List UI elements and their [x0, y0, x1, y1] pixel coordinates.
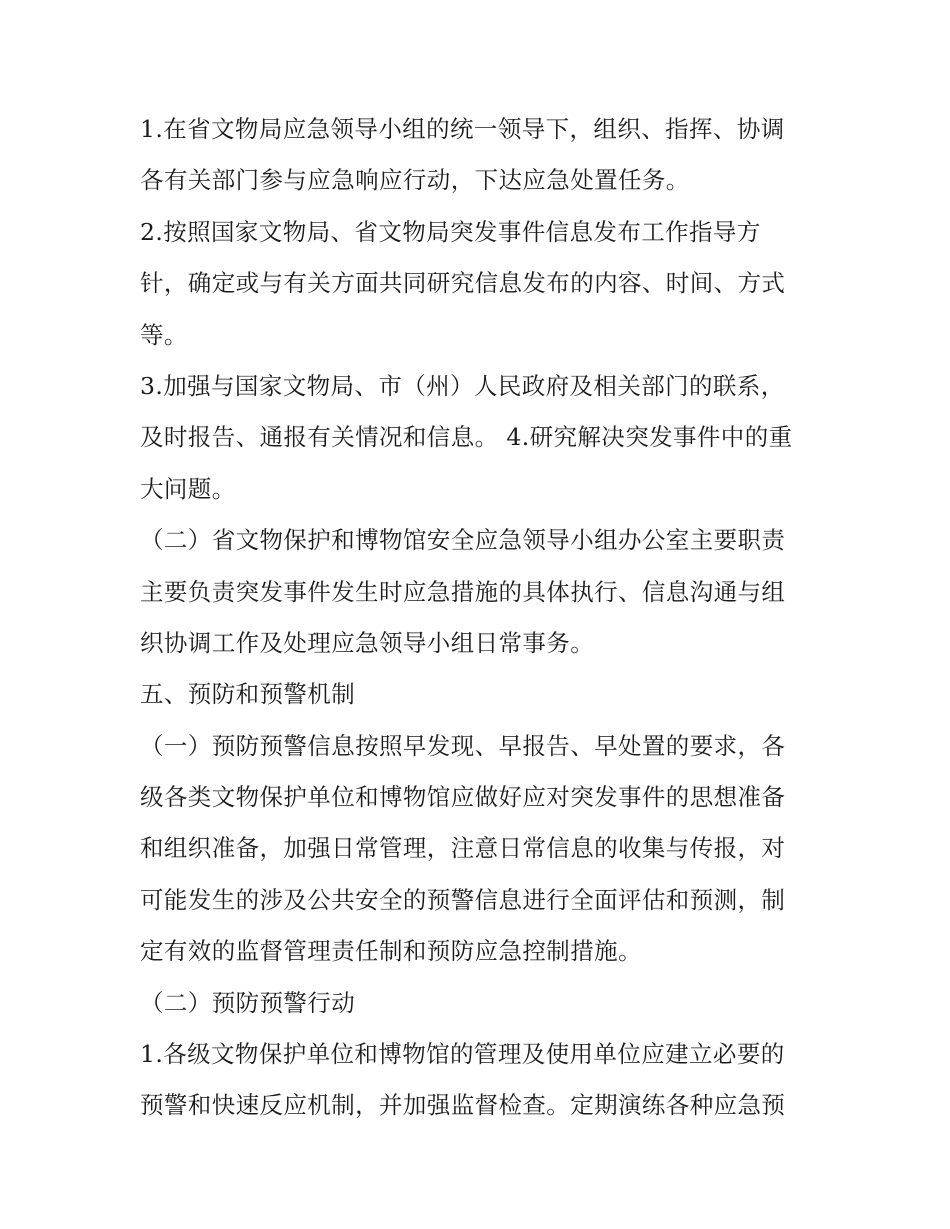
document-body [140, 104, 820, 1132]
text-line: 3.加强与国家文物局、市（州）人民政府及相关部门的联系， [140, 371, 785, 400]
text-line: 织协调工作及处理应急领导小组日常事务。 [140, 628, 595, 657]
subsection-heading: （二）预防预警行动 [140, 988, 356, 1017]
text-line: 预警和快速反应机制，并加强监督检查。定期演练各种应急预 [140, 1091, 786, 1120]
text-line: （一）预防预警信息按照早发现、早报告、早处置的要求，各 [140, 731, 786, 760]
text-line: 和组织准备，加强日常管理，注意日常信息的收集与传报，对 [140, 834, 786, 863]
text-line: 各有关部门参与应急响应行动，下达应急处置任务。 [140, 166, 690, 195]
text-line: （二）省文物保护和博物馆安全应急领导小组办公室主要职责 [140, 526, 786, 555]
text-line: 定有效的监督管理责任制和预防应急控制措施。 [140, 937, 642, 966]
text-line: 1.在省文物局应急领导小组的统一领导下，组织、指挥、协调 [140, 115, 785, 143]
text-line: 级各类文物保护单位和博物馆应做好应对突发事件的思想准备 [140, 783, 786, 812]
text-line: 及时报告、通报有关情况和信息。 4.研究解决突发事件中的重 [140, 423, 793, 452]
text-line: 大问题。 [140, 474, 236, 503]
section-heading: 五、预防和预警机制 [140, 680, 356, 709]
text-line: 2.按照国家文物局、省文物局突发事件信息发布工作指导方 [140, 217, 761, 246]
text-line: 等。 [140, 320, 188, 349]
text-line: 可能发生的涉及公共安全的预警信息进行全面评估和预测，制 [140, 885, 786, 914]
text-line: 1.各级文物保护单位和博物馆的管理及使用单位应建立必要的 [140, 1040, 785, 1069]
text-line: 主要负责突发事件发生时应急措施的具体执行、信息沟通与组 [140, 577, 786, 606]
text-line: 针，确定或与有关方面共同研究信息发布的内容、时间、方式 [140, 269, 786, 298]
